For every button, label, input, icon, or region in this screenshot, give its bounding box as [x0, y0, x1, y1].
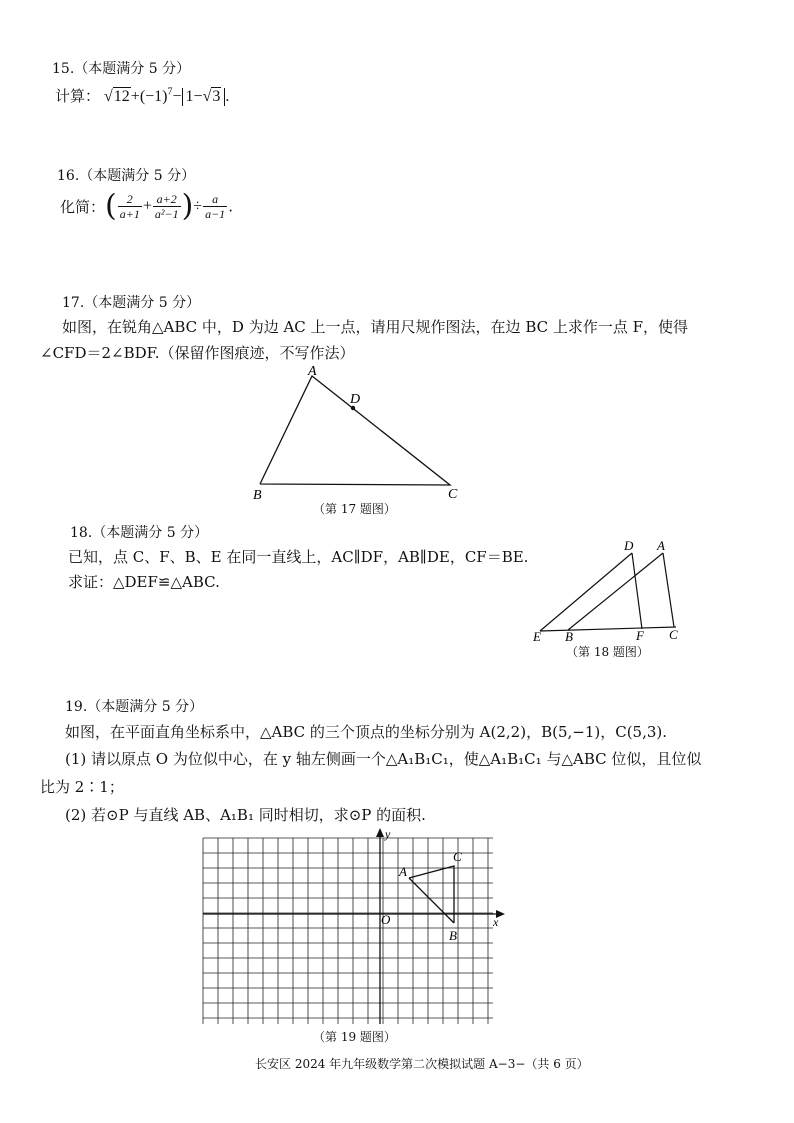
q16-fraction-2: $\frac{a+2}{\text{a²−1}}$	[154, 192, 179, 221]
q18-line-1: 已知，点 C、F、B、E 在同一直线上，AC∥DF，AB∥DE，CF＝BE.	[68, 548, 529, 566]
label-y: y	[385, 827, 391, 841]
label-x: x	[493, 915, 499, 929]
q17-line-2: ∠CFD＝2∠BDF.（保留作图痕迹，不写作法）	[40, 344, 355, 362]
q15-header: 15.（本题满分 5 分）	[52, 61, 191, 77]
q18-caption: （第 18 题图）	[566, 645, 649, 659]
q16-expression	[60, 188, 233, 224]
label-c: C	[448, 487, 458, 502]
q15-expression	[55, 85, 229, 106]
q19-line-3: 比为 2∶1；	[40, 778, 124, 796]
q16-header: 16.（本题满分 5 分）	[57, 168, 196, 184]
q16-prefix: 化简：	[60, 198, 106, 216]
q16-divide: ÷	[193, 197, 203, 215]
label-a: A	[657, 538, 665, 553]
q19-coordinate-grid	[195, 826, 515, 1031]
q15-end: .	[225, 88, 230, 105]
q19-line-4: (2) 若⊙P 与直线 AB、A₁B₁ 同时相切，求⊙P 的面积.	[65, 806, 426, 824]
q19-caption: （第 19 题图）	[313, 1030, 396, 1044]
q15-prefix: 计算：	[55, 87, 101, 105]
label-a: A	[399, 864, 407, 879]
q19-line-2: (1) 请以原点 O 为位似中心，在 y 轴左侧画一个△A₁B₁C₁，使△A₁B₁C₁ 与△ABC 位似，且位似	[65, 750, 702, 768]
q17-caption: （第 17 题图）	[313, 502, 396, 516]
q15-abs-left: 1−	[185, 88, 203, 105]
segment-ba	[568, 553, 663, 630]
segment-ac	[663, 553, 674, 627]
q16-end: .	[228, 197, 233, 216]
q16-plus: +	[142, 197, 152, 215]
q15-mid: +(−1)	[130, 88, 168, 105]
right-paren: )	[181, 188, 194, 224]
q17-header: 17.（本题满分 5 分）	[62, 295, 201, 311]
label-c: C	[669, 627, 678, 642]
q19-line-1: 如图，在平面直角坐标系中，△ABC 的三个顶点的坐标分别为 A(2,2)，B(5,−1)，C(5,3).	[65, 723, 668, 741]
q16-fraction-1: $\frac{2}{a+1}$	[119, 192, 140, 221]
sqrt-symbol: √3	[202, 88, 221, 105]
label-b: B	[565, 629, 573, 644]
label-o: O	[381, 912, 391, 927]
q17-line-1: 如图，在锐角△ABC 中，D 为边 AC 上一点，请用尺规作图法，在边 BC 上求作一点 F，使得	[62, 318, 689, 336]
label-d: D	[350, 392, 361, 407]
sqrt-symbol: √12	[104, 88, 130, 105]
q15-absolute-value	[182, 88, 226, 106]
label-c: C	[453, 849, 462, 864]
q15-exponent: 7	[167, 86, 173, 98]
label-d: D	[624, 538, 634, 553]
label-b: B	[449, 928, 457, 943]
q16-fraction-3: $\frac{a}{a-1}$	[205, 192, 226, 221]
q18-figure	[530, 538, 690, 648]
line-ec	[540, 627, 676, 631]
q15-minus: −	[172, 88, 182, 105]
y-axis-arrow	[376, 828, 384, 837]
q15-sqrt-arg: 12	[113, 88, 130, 105]
label-a: A	[308, 364, 317, 379]
segment-df	[632, 553, 642, 629]
q18-line-2: 求证：△DEF≌△ABC.	[68, 573, 220, 591]
q15-abs-sqrt-arg: 3	[212, 88, 221, 105]
label-f: F	[636, 628, 644, 643]
label-b: B	[253, 488, 262, 502]
q17-figure	[240, 362, 480, 502]
segment-ed	[540, 553, 632, 631]
left-paren: (	[105, 188, 117, 224]
segment-ab	[409, 878, 454, 923]
q18-header: 18.（本题满分 5 分）	[70, 525, 209, 541]
page-footer: 长安区 2024 年九年级数学第二次模拟试题 A−3−（共 6 页）	[255, 1057, 589, 1071]
label-e: E	[533, 629, 541, 644]
q19-header: 19.（本题满分 5 分）	[65, 699, 204, 715]
